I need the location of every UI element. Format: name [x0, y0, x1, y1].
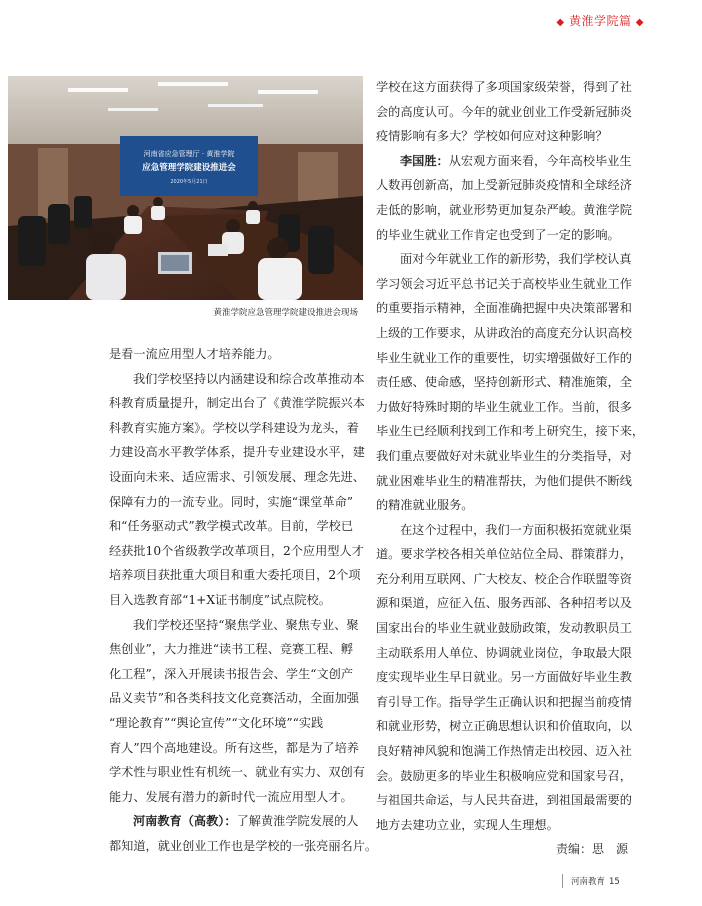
text-line-content: 学校在这方面获得了多项国家级荣誉，得到了社: [376, 80, 632, 94]
text-line: [376, 493, 628, 518]
text-line-content: 学习领会习近平总书记关于高校毕业生就业工作: [376, 276, 632, 291]
meeting-photo: [8, 76, 363, 300]
footer-divider: [562, 874, 563, 888]
text-line: [376, 100, 632, 125]
text-line-content: 我们学校坚持以内涵建设和综合改革推动本: [133, 371, 365, 386]
text-line-content: 度实现毕业生早日就业。另一方面做好毕业生教: [376, 670, 632, 685]
speaker-label: 李国胜：: [400, 153, 449, 168]
text-line-content: 国家出台的毕业生就业鼓励政策，发动教职员工: [376, 621, 632, 636]
text-line-content: 毕业生已经顺利找到工作和考上研究生，接下来，: [376, 424, 645, 439]
text-line-content: 人数再创新高，加上受新冠肺炎疫情和全球经济: [376, 178, 632, 193]
text-line: [376, 591, 632, 616]
editor-credit: 责编：思 源: [556, 842, 629, 856]
text-line-content: 学术性与职业性有机统一、就业有实力、双创有: [109, 765, 365, 780]
left-column: [109, 342, 378, 858]
text-line: [109, 563, 361, 588]
text-line-content: 焦创业”，大力推进“读书工程、竞赛工程、孵: [109, 642, 354, 657]
text-line: [109, 686, 361, 711]
text-line: [109, 514, 361, 539]
text-line-content: 培养项目获批重大项目和重大委托项目，2个项: [109, 568, 361, 583]
text-line: [109, 440, 365, 465]
text-line-content: 经获批10个省级教学改革项目，2个应用型人才: [109, 543, 364, 558]
text-line: [109, 342, 361, 367]
text-line: [376, 469, 632, 494]
text-line-content: 在这个过程中，我们一方面积极拓宽就业渠: [400, 522, 632, 537]
text-line-content: 和“任务驱动式”教学模式改革。目前，学校已: [109, 519, 354, 534]
photo-caption: 黄淮学院应急管理学院建设推进会现场: [213, 308, 358, 318]
text-line: [109, 834, 378, 859]
text-line: [376, 739, 632, 764]
text-line: [109, 391, 365, 416]
text-line-content: 都知道，就业创业工作也是学校的一张亮丽名片。: [109, 838, 378, 853]
text-line: [376, 542, 632, 567]
text-line-content: 科教育质量提升，制定出台了《黄淮学院振兴本: [109, 396, 365, 411]
text-line: [376, 813, 628, 838]
text-line-content: 的毕业生就业工作肯定也受到了一定的影响。: [376, 227, 620, 242]
text-line-content: 能力、发展有潜力的新时代一流应用型人才。: [109, 789, 353, 804]
section-tag-label: 黄淮学院篇: [568, 14, 632, 28]
text-line-content: 从宏观方面来看，今年高校毕业生: [448, 153, 632, 168]
text-line: [109, 367, 365, 392]
section-tag: [556, 12, 644, 29]
text-line: [376, 395, 632, 420]
text-line: [109, 539, 364, 564]
text-line: [376, 321, 632, 346]
text-line: [376, 75, 632, 100]
text-line-content: 地方去建功立业，实现人生理想。: [376, 817, 559, 832]
text-line-content: 设面向未来、适应需求、引领发展、理念先进、: [109, 469, 365, 484]
text-line: [109, 588, 361, 613]
text-line-content: 我们学校还坚持“聚焦学业、聚焦专业、聚: [133, 617, 359, 632]
diamond-icon: ◆: [635, 17, 644, 28]
text-line-content: 面对今年就业工作的新形势，我们学校认真: [400, 252, 632, 267]
text-line-content: 道。要求学校各相关单位站位全局、群策群力，: [376, 547, 632, 562]
text-line-content: 育人”四个高地建设。所有这些，都是为了培养: [109, 740, 359, 755]
banner-date: 2020年5月21日: [170, 179, 208, 185]
diamond-icon: ◆: [556, 17, 565, 28]
text-line-content: 会。鼓励更多的毕业生积极响应党和国家号召，: [376, 768, 632, 783]
text-line-content: 就业困难毕业生的精准帮扶，为他们提供不断线: [376, 473, 632, 488]
text-line: [376, 124, 628, 149]
text-line: [376, 567, 632, 592]
text-line-content: 了解黄淮学院发展的人: [236, 814, 359, 829]
text-line: [109, 711, 361, 736]
text-line: [376, 714, 632, 739]
text-line: [376, 149, 632, 174]
text-line: [376, 296, 632, 321]
text-line: [376, 370, 632, 395]
text-line-content: 责任感、使命感，坚持创新形式、精准施策，全: [376, 375, 632, 390]
text-line: [376, 223, 628, 248]
text-line-content: 我们重点要做好对未就业毕业生的分类指导，对: [376, 448, 632, 463]
text-line-content: 与祖国共命运，与人民共奋进，到祖国最需要的: [376, 793, 632, 808]
text-line: [376, 247, 632, 272]
text-line-content: 是看一流应用型人才培养能力。: [109, 347, 280, 361]
banner-line1: 河南省应急管理厅 · 黄淮学院: [143, 150, 235, 158]
text-line-content: 主动联系用人单位、协调就业岗位，争取最大限: [376, 645, 632, 660]
text-line: [376, 665, 632, 690]
text-line-content: 疫情影响有多大？学校如何应对这种影响？: [376, 129, 608, 144]
text-line-content: “理论教育”“舆论宣传”“文化环境”“实践: [109, 715, 324, 730]
text-line: [376, 764, 632, 789]
text-line-content: 保障有力的一流专业。同时，实施“课堂革命”: [109, 494, 354, 509]
text-line: [376, 173, 632, 198]
text-line: [109, 760, 365, 785]
banner-line2: 应急管理学院建设推进会: [142, 163, 236, 173]
right-column: [376, 75, 645, 837]
text-line: [109, 662, 361, 687]
text-line-content: 的精准就业服务。: [376, 498, 474, 513]
text-line: [376, 444, 632, 469]
text-line-content: 科教育实施方案》。学校以学科建设为龙头，着: [109, 420, 359, 435]
text-line: [109, 637, 361, 662]
text-line-content: 充分利用互联网、广大校友、校企合作联盟等资: [376, 571, 632, 586]
text-line-content: 力建设高水平教学体系，提升专业建设水平，建: [109, 445, 365, 460]
text-line-content: 的重要指示精神，全面准确把握中央决策部署和: [376, 301, 632, 316]
text-line: [109, 490, 361, 515]
text-line: [376, 518, 632, 543]
text-line-content: 化工程”，深入开展读书报告会、学生“文创产: [109, 666, 354, 681]
text-line-content: 上级的工作要求，从讲政治的高度充分认识高校: [376, 325, 632, 340]
text-line-content: 良好精神风貌和饱满工作热情走出校园、迈入社: [376, 744, 632, 759]
text-line-content: 源和渠道，应征入伍、服务西部、各种招考以及: [376, 596, 632, 611]
speaker-label: 河南教育（高教）：: [133, 814, 237, 829]
text-line-content: 毕业生就业工作的重要性，切实增强做好工作的: [376, 350, 632, 365]
text-line: [376, 641, 632, 666]
text-line-content: 品义卖节”和各类科技文化竞赛活动，全面加强: [109, 691, 359, 706]
text-line: [109, 809, 361, 834]
text-line: [376, 690, 632, 715]
text-line-content: 目入选教育部“1+X证书制度”试点院校。: [109, 592, 331, 607]
text-line: [376, 616, 632, 641]
text-line: [376, 788, 632, 813]
page-number: 15: [609, 877, 620, 887]
text-line: [109, 785, 361, 810]
text-line: [109, 465, 365, 490]
text-line-content: 和就业形势，树立正确思想认识和价值取向，以: [376, 719, 632, 734]
text-line: [109, 416, 361, 441]
text-line: [376, 198, 632, 223]
text-line: [109, 736, 361, 761]
magazine-name: 河南教育: [571, 877, 606, 887]
text-line-content: 会的高度认可。今年的就业创业工作受新冠肺炎: [376, 104, 632, 119]
text-line: [376, 419, 645, 444]
text-line-content: 走低的影响，就业形势更加复杂严峻。黄淮学院: [376, 202, 632, 217]
text-line: [376, 272, 632, 297]
text-line: [376, 346, 632, 371]
text-line-content: 力做好特殊时期的毕业生就业工作。当前，很多: [376, 399, 632, 414]
page-footer: [571, 875, 620, 887]
text-line-content: 育引导工作。指导学生正确认识和把握当前疫情: [376, 694, 632, 709]
text-line: [109, 613, 361, 638]
